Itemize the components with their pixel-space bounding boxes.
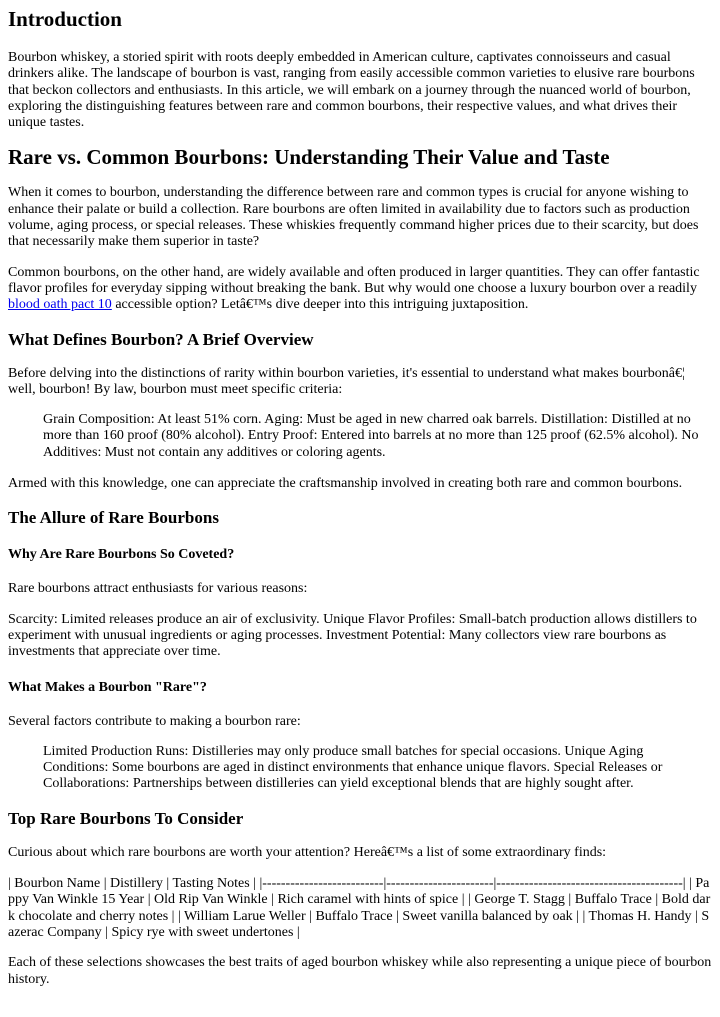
main-section-heading: Rare vs. Common Bourbons: Understanding Their Value and Taste xyxy=(8,145,610,170)
top-intro: Curious about which rare bourbons are worth your attention? Hereâ€™s a list of some extraordinary finds: xyxy=(8,844,607,860)
coveted-intro: Rare bourbons attract enthusiasts for various reasons: xyxy=(8,581,308,597)
bourbon-criteria: Grain Composition: At least 51% corn. Aging: Must be aged in new charred oak barrels. Distillation: Distilled at no more than 160 proof (80% alcohol). Entry Proof: Entered into barrels at no more than 125 proof (62.5% alcohol). No Additives: Must not contain any additives or coloring agents. xyxy=(43,412,699,460)
defines-heading: What Defines Bourbon? A Brief Overview xyxy=(8,329,314,349)
main-paragraph-2 xyxy=(8,265,712,314)
coveted-reasons: Scarcity: Limited releases produce an air of exclusivity. Unique Flavor Profiles: Small-batch production allows distillers to experiment with unusual ingredients or aging processes. Investment Potential: Many collectors view rare bourbons as investments that appreciate over time. xyxy=(8,611,697,660)
coveted-heading: Why Are Rare Bourbons So Coveted? xyxy=(8,547,235,563)
allure-heading: The Allure of Rare Bourbons xyxy=(8,508,219,528)
rare-intro: Several factors contribute to making a bourbon rare: xyxy=(8,713,301,729)
top-closing: Each of these selections showcases the best traits of aged bourbon whiskey while also representing a unique piece of bourbon history. xyxy=(8,955,712,987)
main-paragraph-2-text-end: accessible option? Letâ€™s dive deeper into this intriguing juxtaposition. xyxy=(111,297,529,313)
main-paragraph-1: When it comes to bourbon, understanding the difference between rare and common types is crucial for anyone wishing to enhance their palate or build a collection. Rare bourbons are often limited in availability due to factors such as production volume, aging process, or special releases. These whiskies frequently command higher prices due to their scarcity, but does that necessarily make them superior in taste? xyxy=(8,185,699,250)
bourbon-table-text: | Bourbon Name | Distillery | Tasting Notes | |--------------------------|-----------------------|----------------------------------------| | Pappy Van Winkle 15 Year | Old Rip Van Winkle | Rich caramel with hints of spice | | George T. Stagg | Buffalo Trace | Bold dark chocolate and cherry notes | | William Larue Weller | Buffalo Trace | Sweet vanilla balanced by oak | | Thomas H. Handy | Sazerac Company | Spicy rye with sweet undertones | xyxy=(8,876,711,940)
defines-closing: Armed with this knowledge, one can appreciate the craftsmanship involved in creating both rare and common bourbons. xyxy=(8,476,683,492)
top-heading: Top Rare Bourbons To Consider xyxy=(8,808,244,828)
intro-paragraph: Bourbon whiskey, a storied spirit with roots deeply embedded in American culture, captivates connoisseurs and casual drinkers alike. The landscape of bourbon is vast, ranging from easily accessible common varieties to elusive rare bourbons that beckon collectors and enthusiasts. In this article, we will embark on a journey through the nuanced world of bourbon, exploring the distinguishing features between rare and common bourbons, their respective values, and what drives their unique tastes. xyxy=(8,50,695,131)
intro-heading: Introduction xyxy=(8,7,122,31)
blood-oath-link[interactable]: blood oath pact 10 xyxy=(8,297,112,313)
rare-factors: Limited Production Runs: Distilleries may only produce small batches for special occasions. Unique Aging Conditions: Some bourbons are aged in distinct environments that enhance unique flavors. Special Releases or Collaborations: Partnerships between distilleries can yield exceptional blends that are highly sought after. xyxy=(43,743,663,792)
defines-paragraph: Before delving into the distinctions of rarity within bourbon varieties, it's essential to understand what makes bourbonâ€¦ well, bourbon! By law, bourbon must meet specific criteria: xyxy=(8,365,685,397)
rare-heading: What Makes a Bourbon "Rare"? xyxy=(8,679,207,695)
main-paragraph-2-text-start: Common bourbons, on the other hand, are widely available and often produced in larger quantities. They can offer fantastic flavor profiles for everyday sipping without breaking the bank. But why would one choose a luxury bourbon over a readily xyxy=(8,264,700,296)
